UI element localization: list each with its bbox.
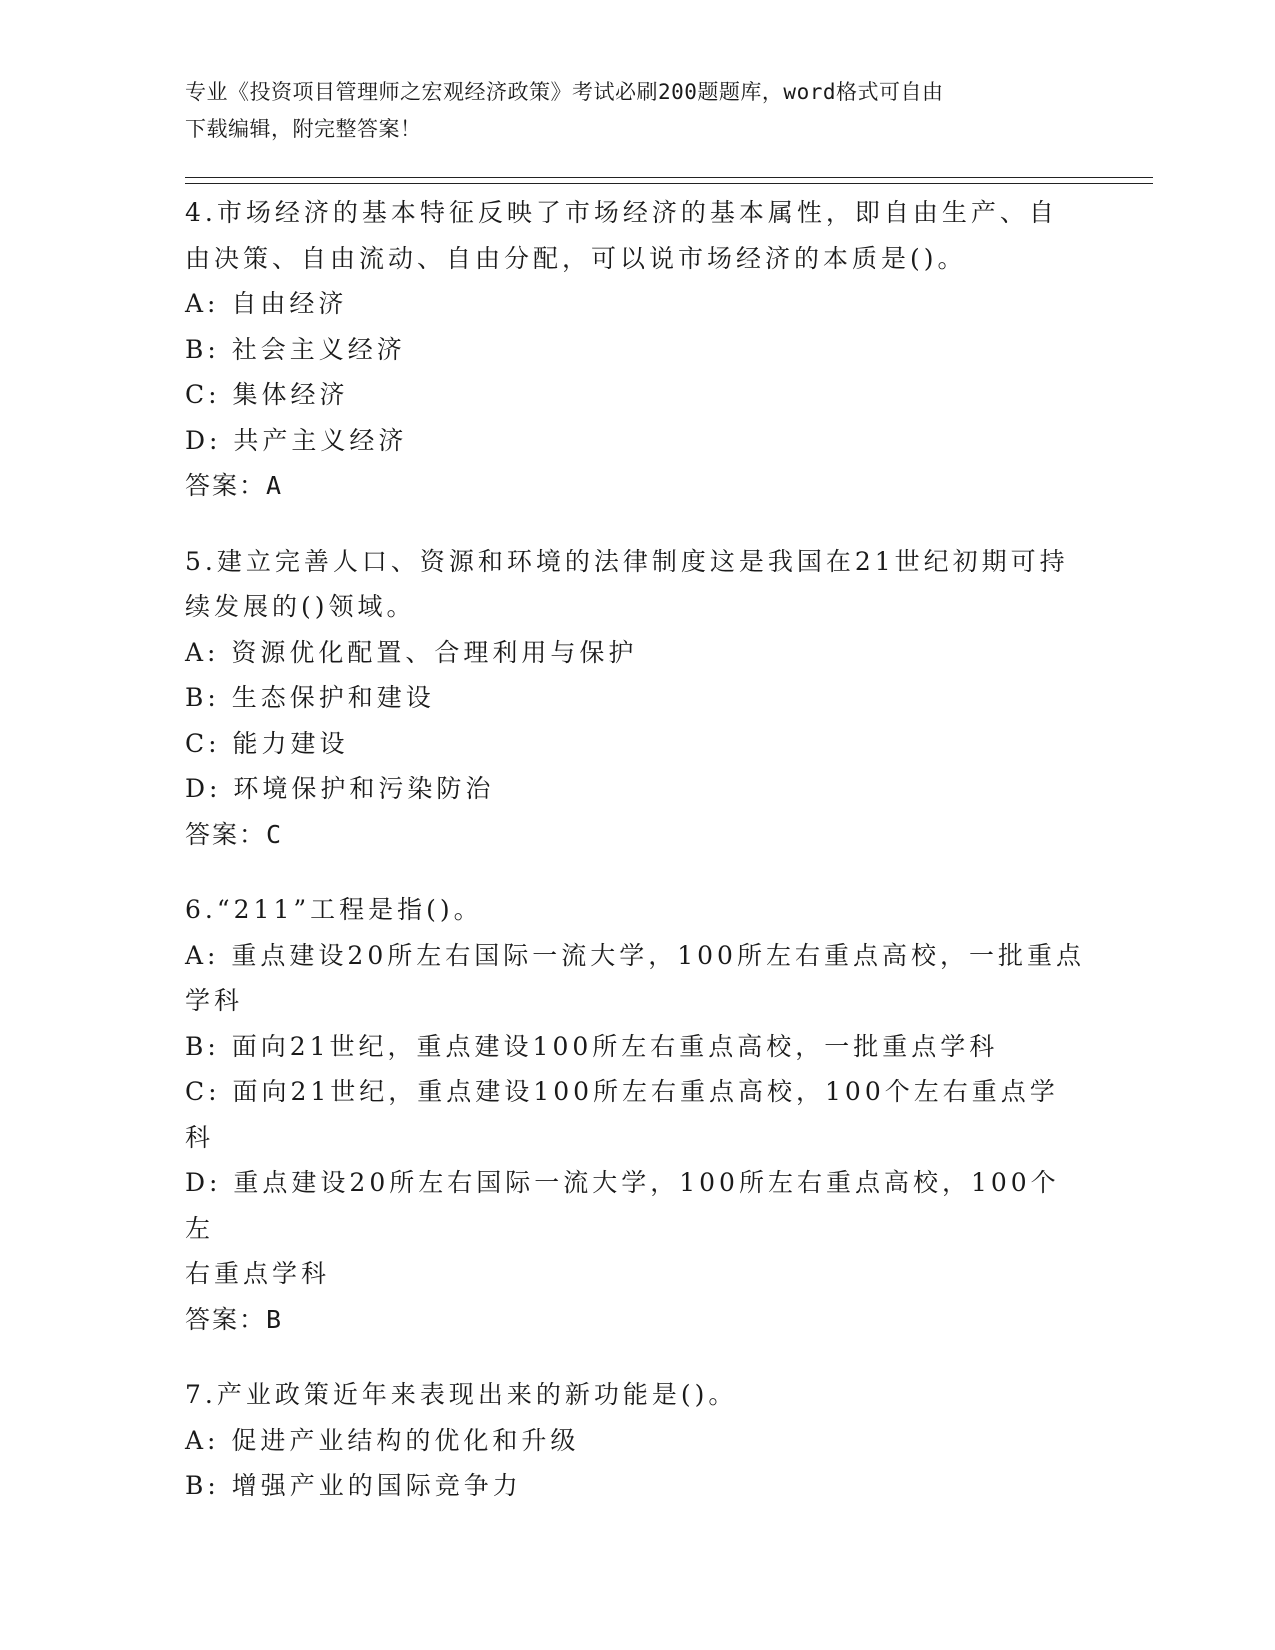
- answer-label: 答案：: [185, 1304, 267, 1334]
- question-stem: 6.“211”工程是指()。: [185, 895, 483, 924]
- header-rule-top: [185, 177, 1153, 178]
- answer-option: 学科: [185, 986, 244, 1015]
- answer-option: D: 共产主义经济: [185, 425, 408, 455]
- answer-option: B: 增强产业的国际竞争力: [185, 1471, 522, 1500]
- answer-line: [185, 463, 1085, 509]
- document-header: [185, 74, 1065, 148]
- answer-label: 答案：: [185, 819, 267, 849]
- answer-option: D: 重点建设20所左右国际一流大学，100所左右重点高校，100个左: [185, 1168, 1060, 1243]
- question-block: [185, 1372, 1085, 1509]
- answer-option: B: 面向21世纪，重点建设100所左右重点高校，一批重点学科: [185, 1031, 999, 1061]
- answer-option: A: 促进产业结构的优化和升级: [185, 1425, 580, 1455]
- answer-line: [185, 812, 1085, 858]
- answer-line: [185, 1297, 1085, 1343]
- answer-option: 右重点学科: [185, 1259, 331, 1288]
- answer-option: C: 能力建设: [185, 728, 349, 758]
- header-line-1: 专业《投资项目管理师之宏观经济政策》考试必刷200题题库，word格式可自由: [185, 80, 944, 104]
- question-stem: 续发展的()领域。: [185, 592, 416, 621]
- answer-option: D: 环境保护和污染防治: [185, 774, 495, 803]
- answer-option: A: 重点建设20所左右国际一流大学，100所左右重点高校，一批重点: [185, 940, 1085, 970]
- answer-option: B: 生态保护和建设: [185, 683, 435, 712]
- question-stem: 5.建立完善人口、资源和环境的法律制度这是我国在21世纪初期可持: [185, 546, 1069, 576]
- answer-option: A: 自由经济: [185, 289, 348, 318]
- question-stem: 7.产业政策近年来表现出来的新功能是()。: [185, 1380, 738, 1409]
- question-stem: 4.市场经济的基本特征反映了市场经济的基本属性，即自由生产、自: [185, 198, 1058, 227]
- question-stem: 由决策、自由流动、自由分配，可以说市场经济的本质是()。: [185, 243, 967, 273]
- answer-label: 答案：: [185, 471, 267, 500]
- answer-value: A: [266, 471, 284, 500]
- answer-option: A: 资源优化配置、合理利用与保护: [185, 637, 638, 667]
- answer-option: C: 面向21世纪，重点建设100所左右重点高校，100个左右重点学科: [185, 1077, 1059, 1152]
- answer-option: B: 社会主义经济: [185, 334, 406, 364]
- header-line-2: 下载编辑，附完整答案！: [185, 117, 422, 141]
- question-list: [185, 190, 1085, 1539]
- question-block: [185, 887, 1085, 1342]
- question-block: [185, 539, 1085, 858]
- answer-value: C: [266, 819, 284, 849]
- answer-option: C: 集体经济: [185, 380, 349, 409]
- header-rule-bottom: [185, 183, 1153, 184]
- answer-value: B: [266, 1304, 284, 1334]
- question-block: [185, 190, 1085, 509]
